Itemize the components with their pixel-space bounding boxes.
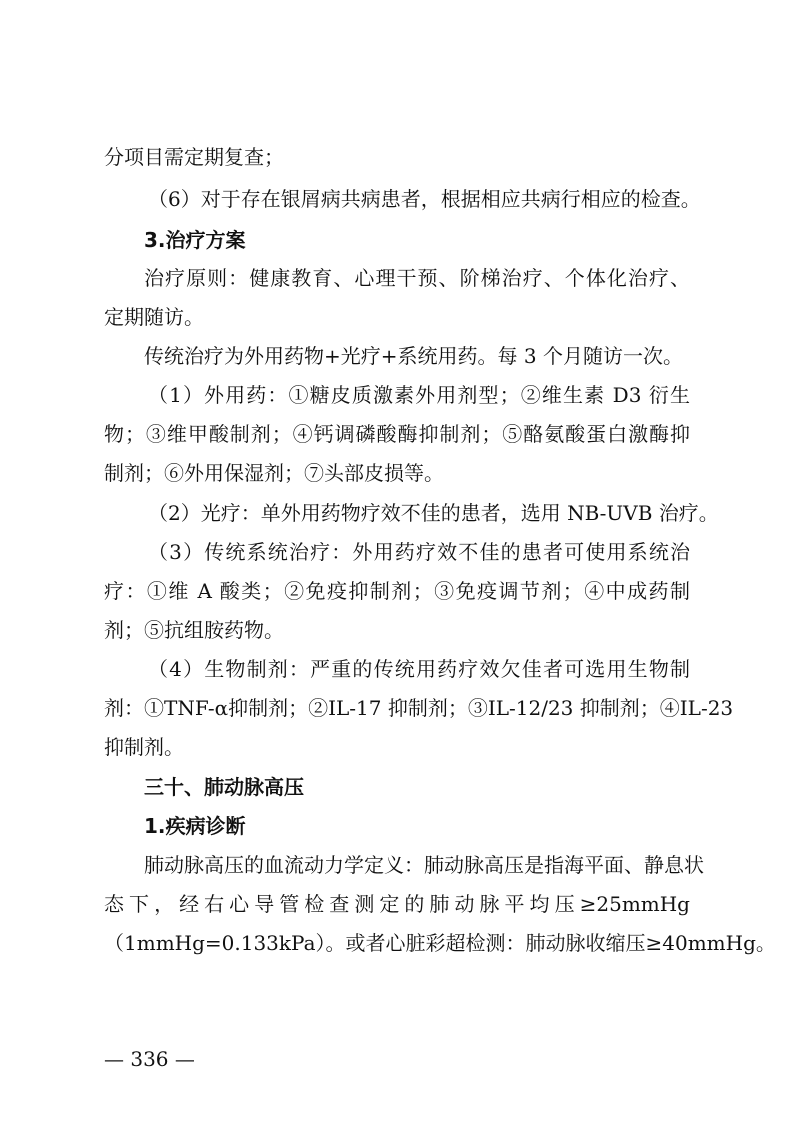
- section-heading: 3.治疗方案: [144, 228, 246, 252]
- paragraph-line: 制剂；⑥外用保湿剂；⑦头部皮损等。: [104, 461, 444, 485]
- paragraph-line: （3）传统系统治疗：外用药疗效不佳的患者可使用系统治: [148, 540, 690, 564]
- paragraph-line: 疗：①维 A 酸类；②免疫抑制剂；③免疫调节剂；④中成药制: [104, 579, 690, 603]
- paragraph-line: 剂；⑤抗组胺药物。: [104, 618, 284, 642]
- paragraph-line: 传统治疗为外用药物+光疗+系统用药。每 3 个月随访一次。: [144, 344, 683, 368]
- paragraph-line: 分项目需定期复查；: [104, 145, 284, 169]
- paragraph-line: （1mmHg=0.133kPa）。或者心脏彩超检测：肺动脉收缩压≥40mmHg。: [104, 931, 776, 955]
- paragraph-line: 抑制剂。: [104, 735, 184, 759]
- paragraph-line: 物；③维甲酸制剂；④钙调磷酸酶抑制剂；⑤酪氨酸蛋白激酶抑: [104, 422, 690, 446]
- paragraph-line: （6）对于存在银屑病共病患者，根据相应共病行相应的检查。: [148, 187, 701, 211]
- paragraph-line: 肺动脉高压的血流动力学定义：肺动脉高压是指海平面、静息状: [144, 853, 704, 877]
- paragraph-line: 定期随访。: [104, 305, 204, 329]
- paragraph-line: （4）生物制剂：严重的传统用药疗效欠佳者可选用生物制: [148, 657, 690, 681]
- paragraph-line: 态下，经右心导管检查测定的肺动脉平均压≥25mmHg: [104, 892, 690, 916]
- section-heading: 1.疾病诊断: [144, 814, 246, 838]
- paragraph-line: 剂：①TNF-α抑制剂；②IL-17 抑制剂；③IL-12/23 抑制剂；④IL-23: [104, 696, 734, 720]
- paragraph-line: （2）光疗：单外用药物疗效不佳的患者，选用 NB-UVB 治疗。: [148, 501, 719, 525]
- paragraph-line: 治疗原则：健康教育、心理干预、阶梯治疗、个体化治疗、: [144, 266, 690, 290]
- page-number: — 336 —: [104, 1047, 195, 1071]
- chapter-heading: 三十、肺动脉高压: [144, 775, 304, 799]
- paragraph-line: （1）外用药：①糖皮质激素外用剂型；②维生素 D3 衍生: [148, 383, 690, 407]
